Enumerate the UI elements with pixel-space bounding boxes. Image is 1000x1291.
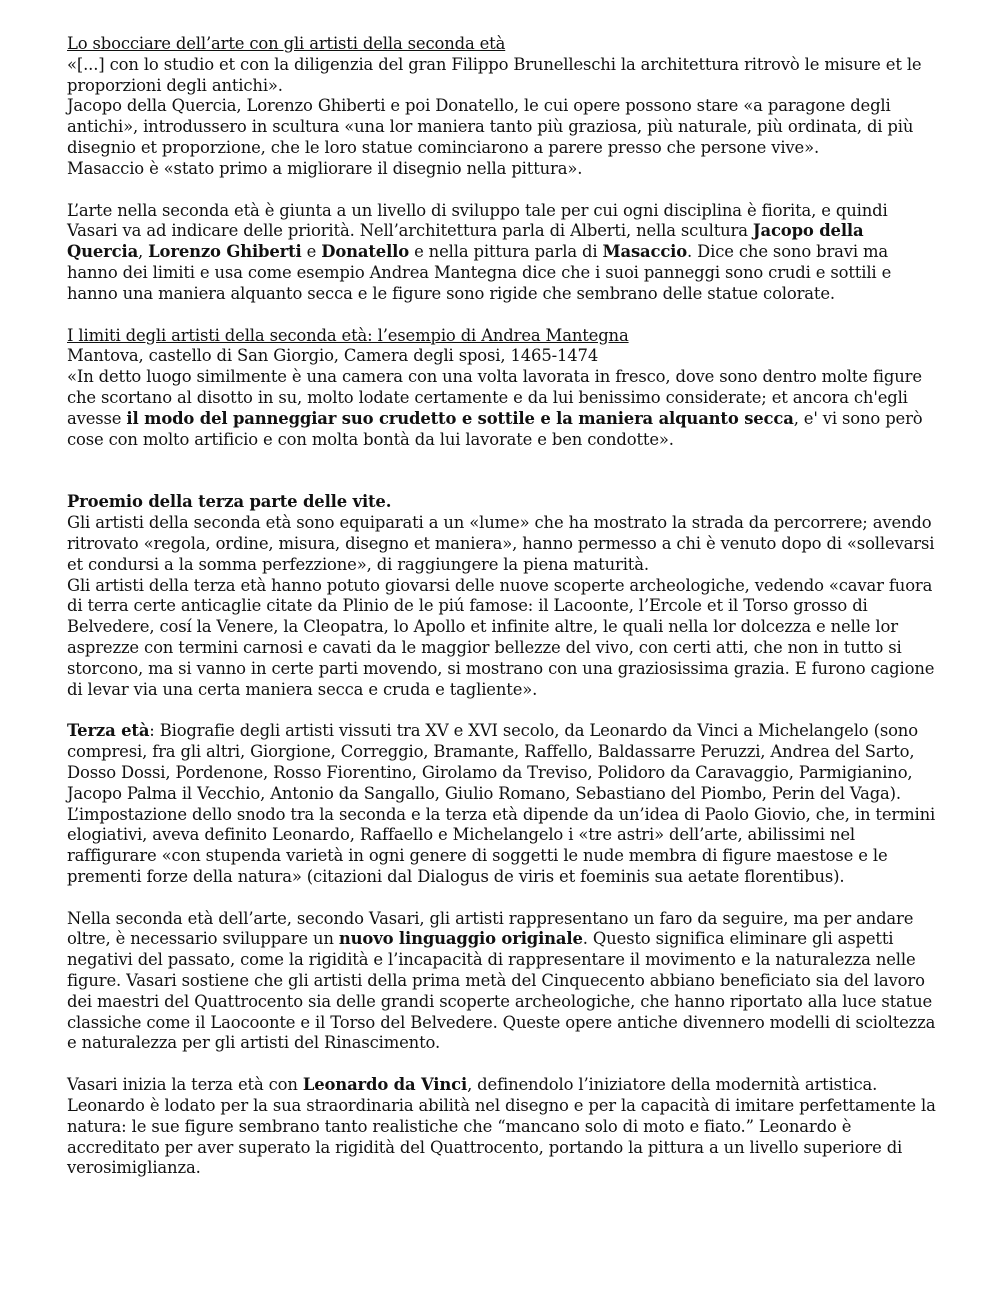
paragraph-nuovo-linguaggio: Nella seconda età dell’arte, secondo Vasari, gli artisti rappresentano un faro da seguire, ma per andare oltre, è necessario sviluppare un nuovo linguaggio originale. Questo significa eliminare gli aspetti negativi del passato, come la rigidità e l’incapacità di rappresentare il movimento e la naturalezza nelle figure. Vasari sostiene che gli artisti della prima metà del Cinquecento abbiano beneficiato sia del lavoro dei maestri del Quattrocento sia delle grandi scoperte archeologiche, che hanno riportato alla luce statue classiche come il Laocoonte e il Torso del Belvedere. Queste opere antiche divennero modelli di scioltezza e naturalezza per gli artisti del Rinascimento.: [67, 908, 936, 1053]
section-heading-mantegna: I limiti degli artisti della seconda età: l’esempio di Andrea Mantegna: [67, 325, 629, 345]
bold-panneggiar: il modo del panneggiar suo crudetto e sottile e la maniera alquanto secca: [126, 408, 794, 428]
bold-terza-eta: Terza età: [67, 721, 150, 741]
bold-donatello: Donatello: [321, 242, 410, 262]
quote-brunelleschi: «[...] con lo studio et con la diligenzia del gran Filippo Brunelleschi la architettura ritrovò le misure et le proporzioni degli antichi».: [67, 54, 922, 95]
bold-nuovo-linguaggio: nuovo linguaggio originale: [338, 929, 583, 949]
paragraph-leonardo: Vasari inizia la terza età con Leonardo da Vinci, definendolo l’iniziatore della modernità artistica. Leonardo è lodato per la sua straordinaria abilità nel disegno e per la capacità di imitare perfettamente la natura: le sue figure sembrano tanto realistiche che “mancano solo di moto e fiato.” Leonardo è accreditato per aver superato la rigidità del Quattrocento, portando la pittura a un livello superiore di verosimiglianza.: [67, 1075, 936, 1178]
document-page: [67, 34, 937, 1179]
paragraph-giovio: L’impostazione dello snodo tra la seconda e la terza età dipende da un’idea di Paolo Giovio, che, in termini elogiativi, aveva definito Leonardo, Raffaello e Michelangelo i «tre astri» dell’arte, abilissimi nel raffigurare «con stupenda varietà in ogni genere di soggetti le nude membra di figure maestose e le prementi forze della natura» (citazioni dal Dialogus de viris et foeminis sua aetate florentibus).: [67, 804, 936, 886]
quote-mantegna: «In detto luogo similmente è una camera con una volta lavorata in fresco, dove sono dentro molte figure che scortano al disotto in su, molto lodate certamente e da lui benissimo considerate; et ancora ch'egli avesse il modo del panneggiar suo crudetto e sottile e la maniera alquanto secca, e' vi sono però cose con molto artificio e con molta bontà da lui lavorate e ben condotte».: [67, 367, 923, 449]
paragraph-terza-eta: Terza età: Biografie degli artisti vissuti tra XV e XVI secolo, da Leonardo da Vinci a Michelangelo (sono compresi, fra gli altri, Giorgione, Correggio, Bramante, Raffello, Baldassarre Peruzzi, Andrea del Sarto, Dosso Dossi, Pordenone, Rosso Fiorentino, Girolamo da Treviso, Polidoro da Caravaggio, Parmigianino, Jacopo Palma il Vecchio, Antonio da Sangallo, Giulio Romano, Sebastiano del Piombo, Perin del Vaga).: [67, 721, 918, 803]
quote-scultori: Jacopo della Quercia, Lorenzo Ghiberti e poi Donatello, le cui opere possono stare «a paragone degli antichi», introdussero in scultura «una lor maniera tanto più graziosa, più naturale, più ordinata, di più disegnio et proporzione, che le loro statue cominciarono a parere presso che persone vive».: [67, 96, 914, 157]
paragraph-seconda-eta: L’arte nella seconda età è giunta a un livello di sviluppo tale per cui ogni disciplina è fiorita, e quindi Vasari va ad indicare delle priorità. Nell’architettura parla di Alberti, nella scultura Jacopo della Quercia, Lorenzo Ghiberti e Donatello e nella pittura parla di Masaccio. Dice che sono bravi ma hanno dei limiti e usa come esempio Andrea Mantegna dice che i suoi panneggi sono crudi e sottili e hanno una maniera alquanto secca e le figure sono rigide che sembrano delle statue colorate.: [67, 200, 892, 303]
bold-masaccio: Masaccio: [602, 242, 688, 262]
paragraph-lume: Gli artisti della seconda età sono equiparati a un «lume» che ha mostrato la strada da percorrere; avendo ritrovato «regola, ordine, misura, disegno et maniera», hanno permesso a chi è venuto dopo di «sollevarsi et condursi a la somma perfezzione», di raggiungere la piena maturità.: [67, 513, 935, 574]
section-heading-proemio: Proemio della terza parte delle vite.: [67, 492, 392, 512]
bold-jacopo: Jacopo della Quercia: [67, 221, 864, 262]
bold-leonardo: Leonardo da Vinci: [302, 1075, 468, 1095]
section-heading-sbocciare: Lo sbocciare dell’arte con gli artisti della seconda età: [67, 34, 506, 53]
bold-lorenzo: Lorenzo Ghiberti: [148, 242, 302, 262]
mantegna-location: Mantova, castello di San Giorgio, Camera degli sposi, 1465-1474: [67, 346, 599, 366]
quote-masaccio: Masaccio è «stato primo a migliorare il disegnio nella pittura».: [67, 158, 583, 178]
paragraph-archeologia: Gli artisti della terza età hanno potuto giovarsi delle nuove scoperte archeologiche, vedendo «cavar fuora di terra certe anticaglie citate da Plinio de le piú famose: il Lacoonte, l’Ercole et il Torso grosso di Belvedere, cosí la Venere, la Cleopatra, lo Apollo et infinite altre, le quali nella lor dolcezza e nelle lor asprezze con termini carnosi e cavati da le maggior bellezze del vivo, con certi atti, che non in tutto si storcono, ma si vanno in certe parti movendo, si mostrano con una graziosissima grazia. E furono cagione di levar via una certa maniera secca e cruda e tagliente».: [67, 575, 935, 699]
